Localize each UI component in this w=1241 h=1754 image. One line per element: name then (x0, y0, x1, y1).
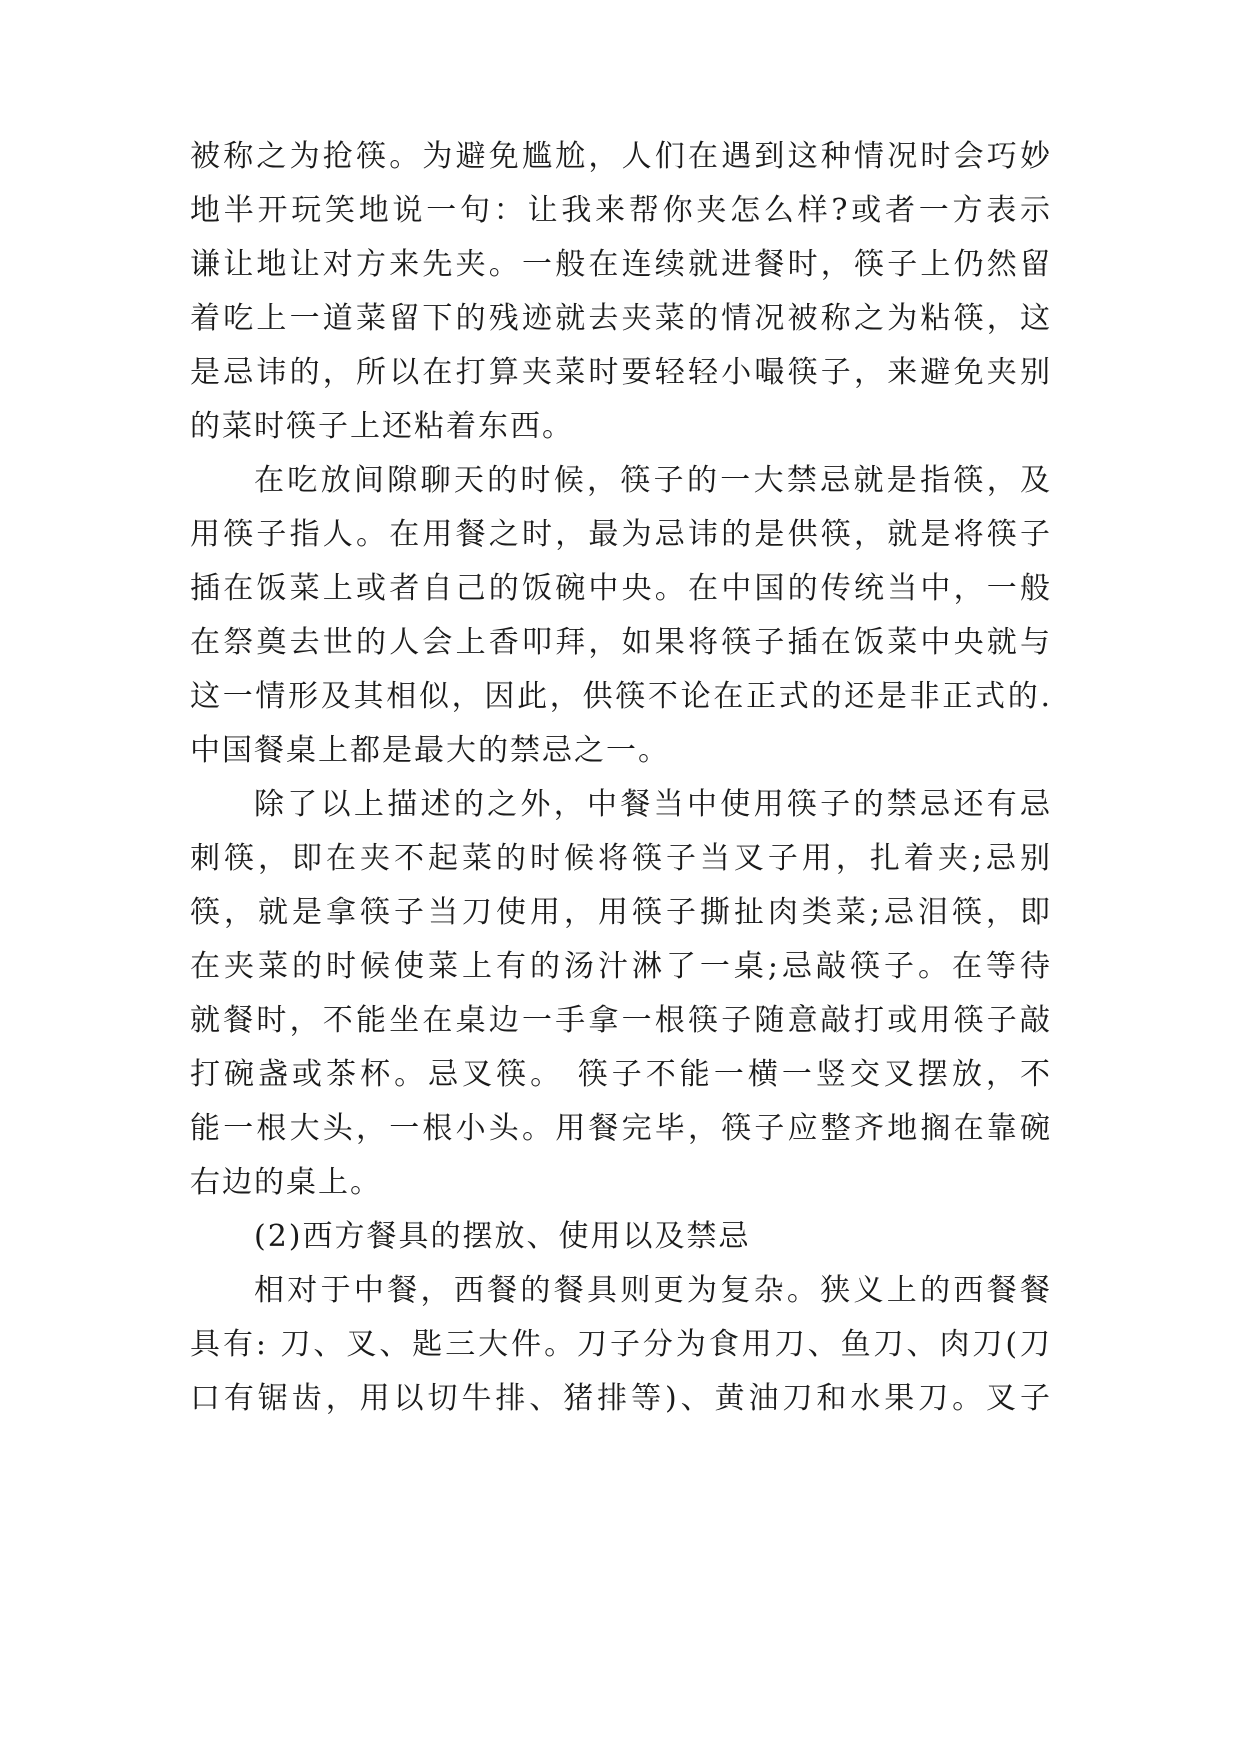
text-line: 在夹菜的时候使菜上有的汤汁淋了一桌;忌敲筷子。在等待 (190, 949, 1052, 984)
text-line: 具有: 刀、叉、匙三大件。刀子分为食用刀、鱼刀、肉刀(刀 (190, 1327, 1052, 1362)
text-line: 用筷子指人。在用餐之时，最为忌讳的是供筷，就是将筷子 (190, 517, 1052, 552)
text-line: 插在饭菜上或者自己的饭碗中央。在中国的传统当中，一般 (190, 571, 1052, 606)
text-line: 在吃放间隙聊天的时候，筷子的一大禁忌就是指筷，及 (254, 463, 1052, 498)
body-text (190, 130, 1052, 1426)
text-line: 是忌讳的，所以在打算夹菜时要轻轻小嘬筷子，来避免夹别 (190, 355, 1052, 390)
text-line: 右边的桌上。 (190, 1165, 382, 1200)
text-line: 地半开玩笑地说一句：让我来帮你夹怎么样?或者一方表示 (190, 193, 1052, 228)
section-heading: (2)西方餐具的摆放、使用以及禁忌 (254, 1219, 751, 1254)
text-line: 着吃上一道菜留下的残迹就去夹菜的情况被称之为粘筷，这 (190, 301, 1052, 336)
text-line: 能一根大头，一根小头。用餐完毕，筷子应整齐地搁在靠碗 (190, 1111, 1052, 1146)
text-line: 在祭奠去世的人会上香叩拜，如果将筷子插在饭菜中央就与 (190, 625, 1052, 660)
text-line: 被称之为抢筷。为避免尴尬，人们在遇到这种情况时会巧妙 (190, 139, 1052, 174)
text-line: 除了以上描述的之外，中餐当中使用筷子的禁忌还有忌 (254, 787, 1052, 822)
text-line: 打碗盏或茶杯。忌叉筷。 筷子不能一横一竖交叉摆放，不 (190, 1057, 1052, 1092)
text-line: 筷，就是拿筷子当刀使用，用筷子撕扯肉类菜;忌泪筷，即 (190, 895, 1052, 930)
text-line: 口有锯齿，用以切牛排、猪排等)、黄油刀和水果刀。叉子 (190, 1381, 1052, 1416)
text-line: 刺筷，即在夹不起菜的时候将筷子当叉子用，扎着夹;忌别 (190, 841, 1052, 876)
text-line: 相对于中餐，西餐的餐具则更为复杂。狭义上的西餐餐 (254, 1273, 1052, 1308)
text-line: 中国餐桌上都是最大的禁忌之一。 (190, 733, 670, 768)
text-line: 的菜时筷子上还粘着东西。 (190, 409, 574, 444)
text-line: 就餐时，不能坐在桌边一手拿一根筷子随意敲打或用筷子敲 (190, 1003, 1052, 1038)
text-line: 谦让地让对方来先夹。一般在连续就进餐时，筷子上仍然留 (190, 247, 1052, 282)
text-line: 这一情形及其相似，因此，供筷不论在正式的还是非正式的. (190, 679, 1052, 714)
